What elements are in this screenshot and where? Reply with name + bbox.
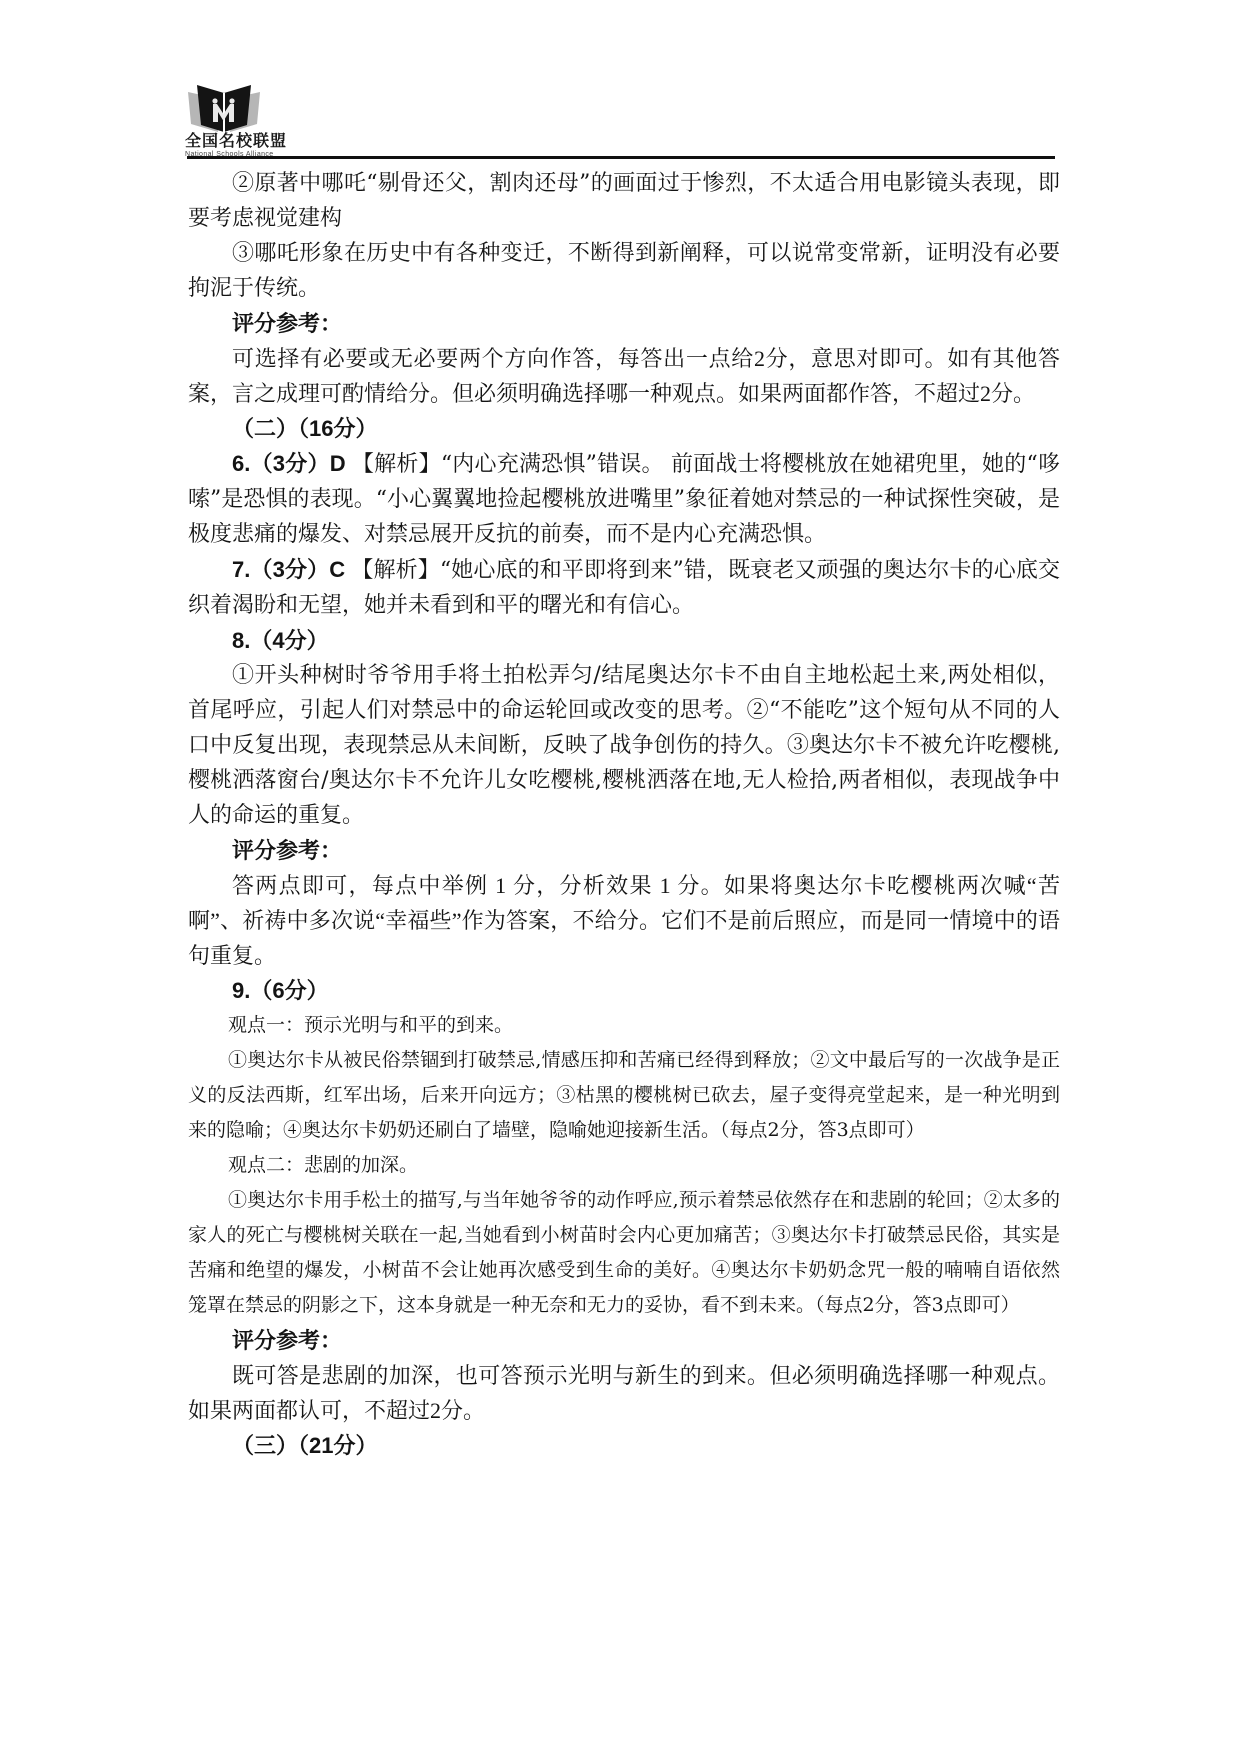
text-run: 【解析】	[351, 557, 440, 582]
scoring-reference-heading-3: 评分参考：	[232, 1328, 343, 1353]
question-9-heading: 9.（6分）	[232, 978, 329, 1003]
logo-subtitle: National Schools Alliance	[185, 151, 274, 158]
text-run: 6.（3分）D	[232, 451, 352, 476]
answer-point-2: ②原著中哪吒“剔骨还父，割肉还母”的画面过于惨烈，不太适合用电影镜头表现，即要考虑视觉建构	[188, 171, 1060, 231]
logo	[185, 84, 305, 159]
section-2-heading: （二）（16分）	[232, 416, 378, 441]
question-8-answer: ①开头种树时爷爷用手将土拍松弄匀/结尾奥达尔卡不由自主地松起土来,两处相似，首尾呼应，引起人们对禁忌中的命运轮回或改变的思考。②“不能吃”这个短句从不同的人口中反复出现，表现禁忌从未间断，反映了战争创伤的持久。③奥达尔卡不被允许吃樱桃,樱桃洒落窗台/奥达尔卡不允许儿女吃樱桃,樱桃洒落在地,无人检拾,两者相似，表现战争中人的命运的重复。	[188, 663, 1060, 828]
scoring-reference-heading-1: 评分参考：	[232, 311, 343, 336]
viewpoint-2-body: ①奥达尔卡用手松土的描写,与当年她爷爷的动作呼应,预示着禁忌依然存在和悲剧的轮回；②太多的家人的死亡与樱桃树关联在一起,当她看到小树苗时会内心更加痛苦；③奥达尔卡打破禁忌民俗，其实是苦痛和绝望的爆发，小树苗不会让她再次感受到生命的美好。④奥达尔卡奶奶念咒一般的喃喃自语依然笼罩在禁忌的阴影之下，这本身就是一种无奈和无力的妥协，看不到未来。（每点2分，答3点即可）	[188, 1189, 1060, 1316]
answer-key-content	[188, 166, 1060, 1463]
text-run: “内心充满恐惧”错误。 前面战士将樱桃放在她裙兜里，她的“哆嗦”是恐惧的表现。“小心翼翼地捡起樱桃放进嘴里”象征着她对禁忌的一种试探性突破，是极度悲痛的爆发、对禁忌展开反抗的前奏，而不是内心充满恐惧。	[188, 452, 1060, 547]
question-7-answer	[188, 552, 1060, 623]
text-run: “她心底的和平即将到来”错，既衰老又顽强的奥达尔卡的心底交织着渴盼和无望，她并未看到和平的曙光和有信心。	[188, 558, 1060, 618]
scoring-reference-body-3: 既可答是悲剧的加深，也可答预示光明与新生的到来。但必须明确选择哪一种观点。如果两面都认可，不超过2分。	[188, 1363, 1060, 1423]
viewpoint-1-body: ①奥达尔卡从被民俗禁锢到打破禁忌,情感压抑和苦痛已经得到释放；②文中最后写的一次战争是正义的反法西斯，红军出场，后来开向远方；③枯黑的樱桃树已砍去，屋子变得亮堂起来，是一种光明到来的隐喻；④奥达尔卡奶奶还刷白了墙壁，隐喻她迎接新生活。（每点2分，答3点即可）	[188, 1049, 1060, 1141]
header-divider	[187, 156, 1055, 159]
question-6-answer	[188, 446, 1060, 552]
scoring-reference-body-2: 答两点即可，每点中举例 1 分，分析效果 1 分。如果将奥达尔卡吃樱桃两次喊“苦啊”、祈祷中多次说“幸福些”作为答案，不给分。它们不是前后照应，而是同一情境中的语句重复。	[188, 873, 1060, 968]
viewpoint-2-heading: 观点二：悲剧的加深。	[228, 1154, 419, 1176]
scoring-reference-heading-2: 评分参考：	[232, 838, 343, 863]
scoring-reference-body-1: 可选择有必要或无必要两个方向作答，每答出一点给2分，意思对即可。如有其他答案，言之成理可酌情给分。但必须明确选择哪一种观点。如果两面都作答，不超过2分。	[188, 346, 1060, 406]
question-8-heading: 8.（4分）	[232, 628, 329, 653]
logo-title: 全国名校联盟	[185, 133, 288, 150]
answer-point-3: ③哪吒形象在历史中有各种变迁，不断得到新阐释，可以说常变常新，证明没有必要拘泥于传统。	[188, 241, 1060, 301]
viewpoint-1-heading: 观点一：预示光明与和平的到来。	[228, 1014, 514, 1036]
open-book-logo-icon	[187, 84, 261, 133]
section-3-heading: （三）（21分）	[232, 1433, 378, 1458]
text-run: 【解析】	[351, 451, 441, 476]
text-run: 7.（3分）C	[232, 557, 352, 582]
